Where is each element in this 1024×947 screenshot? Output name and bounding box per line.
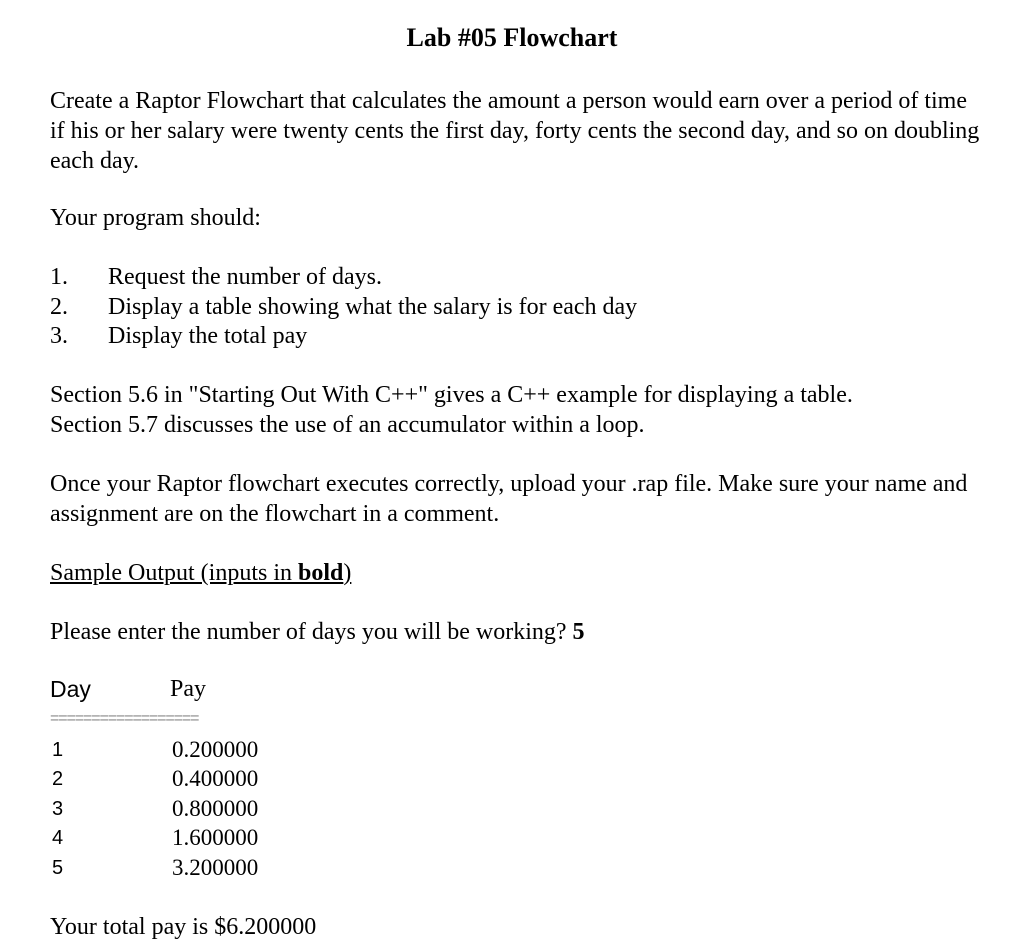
- day-cell: 4: [52, 827, 64, 849]
- pay-cell: 1.600000: [172, 825, 259, 850]
- pay-cell: 0.200000: [172, 737, 259, 762]
- table-separator: ==================: [50, 710, 199, 727]
- column-header-pay: Pay: [170, 676, 206, 702]
- program-heading: Your program should:: [50, 205, 261, 231]
- list-item-number: 2.: [50, 294, 68, 320]
- pay-cell: 0.800000: [172, 796, 259, 821]
- prompt-input-value: 5: [572, 619, 585, 645]
- list-item-number: 1.: [50, 264, 68, 290]
- pay-cell: 3.200000: [172, 855, 259, 880]
- sample-heading-prefix: Sample Output (inputs in: [50, 560, 298, 586]
- day-cell: 5: [52, 857, 64, 879]
- day-cell: 1: [52, 739, 64, 761]
- sample-output-heading: [50, 558, 351, 588]
- total-pay-line: Your total pay is $6.200000: [50, 914, 317, 940]
- list-item-text: Display the total pay: [108, 323, 308, 349]
- sample-heading-bold: bold: [298, 560, 344, 586]
- page-title: Lab #05 Flowchart: [406, 23, 618, 52]
- upload-instructions: Once your Raptor flowchart executes correctly, upload your .rap file. Make sure your name and assignment are on the flowchart in a comment.: [50, 471, 968, 527]
- list-item-text: Display a table showing what the salary is for each day: [108, 294, 638, 320]
- sample-heading-suffix: ): [343, 560, 352, 586]
- list-item-text: Request the number of days.: [108, 264, 382, 290]
- list-item-number: 3.: [50, 323, 68, 349]
- intro-paragraph: Create a Raptor Flowchart that calculates the amount a person would earn over a period of time if his or her salary were twenty cents the first day, forty cents the second day, and so on doubling each day.: [50, 88, 980, 174]
- sections-line-1: Section 5.6 in "Starting Out With C++" gives a C++ example for displaying a table.: [50, 382, 853, 408]
- prompt-text: Please enter the number of days you will be working?: [50, 619, 573, 645]
- sections-line-2: Section 5.7 discusses the use of an accumulator within a loop.: [50, 412, 645, 438]
- pay-cell: 0.400000: [172, 766, 259, 791]
- day-cell: 2: [52, 768, 64, 790]
- column-header-day: Day: [50, 676, 91, 702]
- input-prompt: [50, 617, 585, 647]
- day-cell: 3: [52, 798, 64, 820]
